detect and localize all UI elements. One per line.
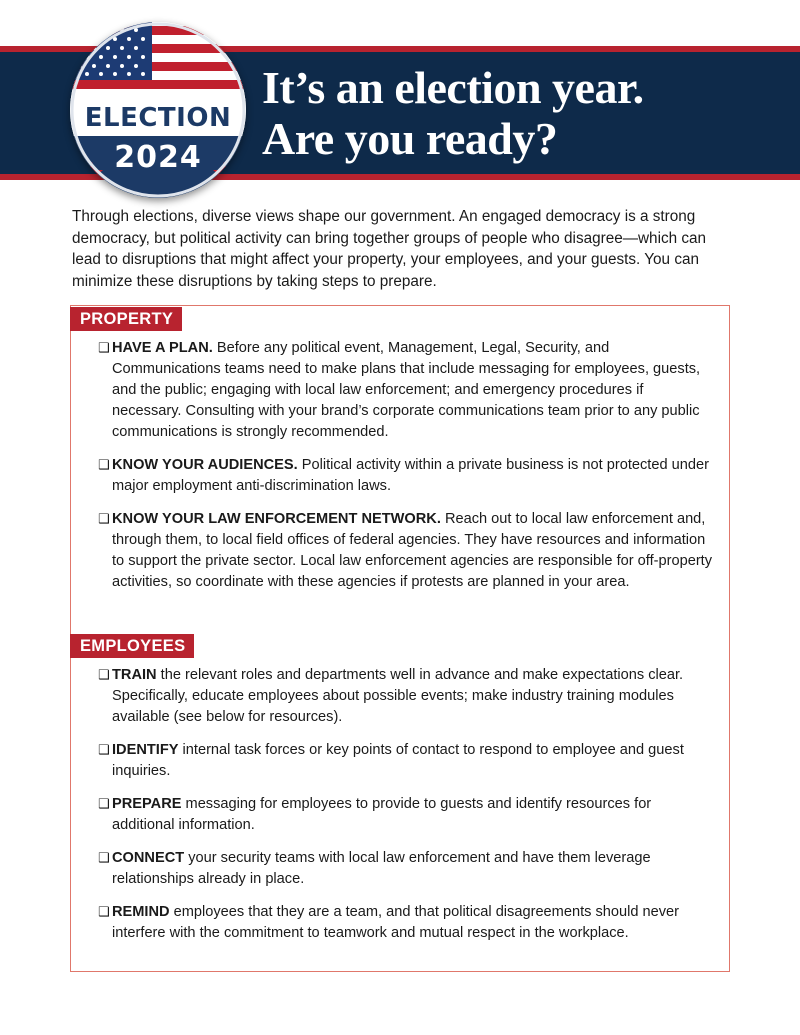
item-text: Political activity within a private business is not protected under major employment anti-discrimination laws. <box>112 457 709 494</box>
list-item <box>98 848 714 890</box>
checkbox-icon: ❑ <box>98 668 110 683</box>
headline-line-2: Are you ready? <box>262 113 558 164</box>
item-lead: IDENTIFY <box>112 742 179 758</box>
item-text: employees that they are a team, and that political disagreements should never interfere with the commitment to teamwork and mutual respect in the workplace. <box>112 904 680 941</box>
list-item <box>98 455 714 497</box>
checkbox-icon: ❑ <box>98 743 110 758</box>
checkbox-icon: ❑ <box>98 905 110 920</box>
item-lead: TRAIN <box>112 667 157 683</box>
item-lead: KNOW YOUR LAW ENFORCEMENT NETWORK. <box>112 511 441 527</box>
item-lead: PREPARE <box>112 796 182 812</box>
item-text: Before any political event, Management, Legal, Security, and Communications teams need to make plans that include messaging for employees, guests, and the public; engaging with local law enforcement; and emergency procedures if necessary. Consulting with your brand’s corporate communications team prior to any public communications is strongly recommended. <box>112 340 701 440</box>
checkbox-icon: ❑ <box>98 458 110 473</box>
checkbox-icon: ❑ <box>98 851 110 866</box>
list-item <box>98 338 714 443</box>
item-text: the relevant roles and departments well in advance and make expectations clear. Specifically, educate employees about possible events; make industry training modules available (see below for resources). <box>112 667 684 725</box>
list-item <box>98 740 714 782</box>
list-item <box>98 509 714 593</box>
badge-election-text: ELECTION <box>84 103 232 133</box>
section-title-property: PROPERTY <box>70 307 182 331</box>
badge-year-text: 2024 <box>114 140 202 175</box>
headline-line-1: It’s an election year. <box>262 62 644 113</box>
item-text: your security teams with local law enforcement and have them leverage relationships already in place. <box>112 850 651 887</box>
item-lead: HAVE A PLAN. <box>112 340 213 356</box>
item-lead: REMIND <box>112 904 170 920</box>
item-lead: KNOW YOUR AUDIENCES. <box>112 457 298 473</box>
election-badge <box>70 22 246 198</box>
checkbox-icon: ❑ <box>98 512 110 527</box>
list-item <box>98 902 714 944</box>
section-title-employees: EMPLOYEES <box>70 634 194 658</box>
item-text: Reach out to local law enforcement and, through them, to local field offices of federal agencies. They have resources and information to support the private sector. Local law enforcement agencies are responsible for off-property activities, so coordinate with these agencies if protests are planned in your area. <box>112 511 713 590</box>
item-text: messaging for employees to provide to guests and identify resources for additional information. <box>112 796 652 833</box>
list-item <box>98 665 714 728</box>
employees-list <box>98 665 714 956</box>
list-item <box>98 794 714 836</box>
intro-paragraph: Through elections, diverse views shape our government. An engaged democracy is a strong democracy, but political activity can bring together groups of people who disagree—which can lead to disruptions that might affect your property, your employees, and your guests. You can minimize these disruptions by taking steps to prepare. <box>72 208 707 290</box>
checkbox-icon: ❑ <box>98 797 110 812</box>
item-text: internal task forces or key points of contact to respond to employee and guest inquiries. <box>112 742 684 779</box>
page-title <box>262 62 792 164</box>
item-lead: CONNECT <box>112 850 185 866</box>
checkbox-icon: ❑ <box>98 341 110 356</box>
property-list <box>98 338 714 605</box>
